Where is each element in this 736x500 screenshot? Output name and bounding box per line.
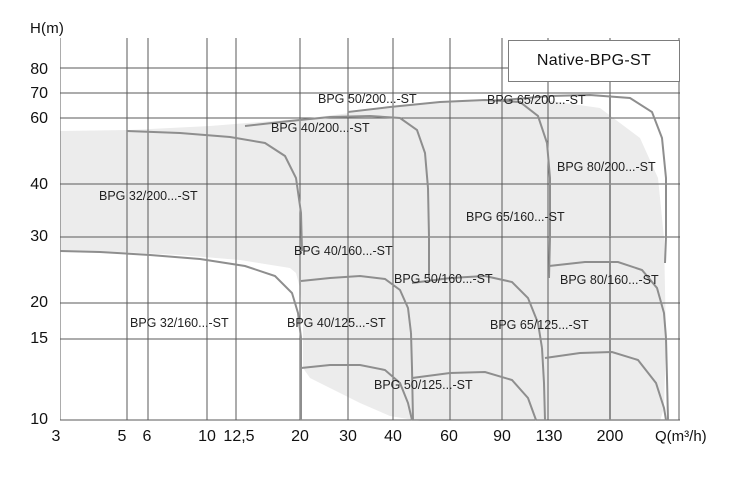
- curve-envelope-fill: [60, 98, 666, 421]
- x-tick-label: 90: [493, 428, 511, 445]
- curve-label-bpg-50-200: BPG 50/200...-ST: [318, 92, 417, 106]
- curve-label-bpg-40-125: BPG 40/125...-ST: [287, 316, 386, 330]
- curve-bpg-65-160-right: [666, 338, 668, 420]
- x-tick-label: 6: [142, 428, 152, 445]
- y-tick-label: 10: [30, 411, 48, 428]
- y-tick-label: 80: [30, 61, 48, 78]
- x-tick-label: 40: [384, 428, 402, 445]
- y-tick-label: 40: [30, 176, 48, 193]
- y-tick-label: 20: [30, 294, 48, 311]
- legend-box: [508, 40, 680, 82]
- curve-label-bpg-65-125: BPG 65/125...-ST: [490, 318, 589, 332]
- legend-title: Native-BPG-ST: [536, 52, 652, 69]
- curve-label-bpg-65-200: BPG 65/200...-ST: [487, 93, 586, 107]
- curve-label-bpg-40-160: BPG 40/160...-ST: [294, 244, 393, 258]
- curve-label-bpg-80-200: BPG 80/200...-ST: [557, 160, 656, 174]
- x-tick-label: 20: [291, 428, 309, 445]
- x-tick-label: 200: [596, 428, 624, 445]
- y-axis-title: H(m): [30, 20, 65, 37]
- x-tick-label: 3: [51, 428, 61, 445]
- curve-bpg-40-200-right: [428, 188, 429, 278]
- curve-label-bpg-32-200: BPG 32/200...-ST: [99, 189, 198, 203]
- curve-label-bpg-50-125: BPG 50/125...-ST: [374, 378, 473, 392]
- x-tick-label: 60: [440, 428, 458, 445]
- y-tick-label: 30: [30, 228, 48, 245]
- x-tick-label: 5: [117, 428, 127, 445]
- y-tick-label: 70: [30, 85, 48, 102]
- curve-label-bpg-65-160: BPG 65/160...-ST: [466, 210, 565, 224]
- curve-label-bpg-40-200: BPG 40/200...-ST: [271, 121, 370, 135]
- x-tick-label: 10: [198, 428, 216, 445]
- curve-bpg-65-200-right: [665, 213, 666, 263]
- x-tick-label: 12,5: [223, 428, 255, 445]
- y-tick-label: 60: [30, 110, 48, 127]
- y-tick-label: 15: [30, 330, 48, 347]
- x-tick-label: 130: [535, 428, 563, 445]
- curve-label-bpg-32-160: BPG 32/160...-ST: [130, 316, 229, 330]
- x-axis-title: Q(m³/h): [655, 428, 707, 445]
- x-tick-label: 30: [339, 428, 357, 445]
- curve-label-bpg-50-160: BPG 50/160...-ST: [394, 272, 493, 286]
- curve-label-bpg-80-160: BPG 80/160...-ST: [560, 273, 659, 287]
